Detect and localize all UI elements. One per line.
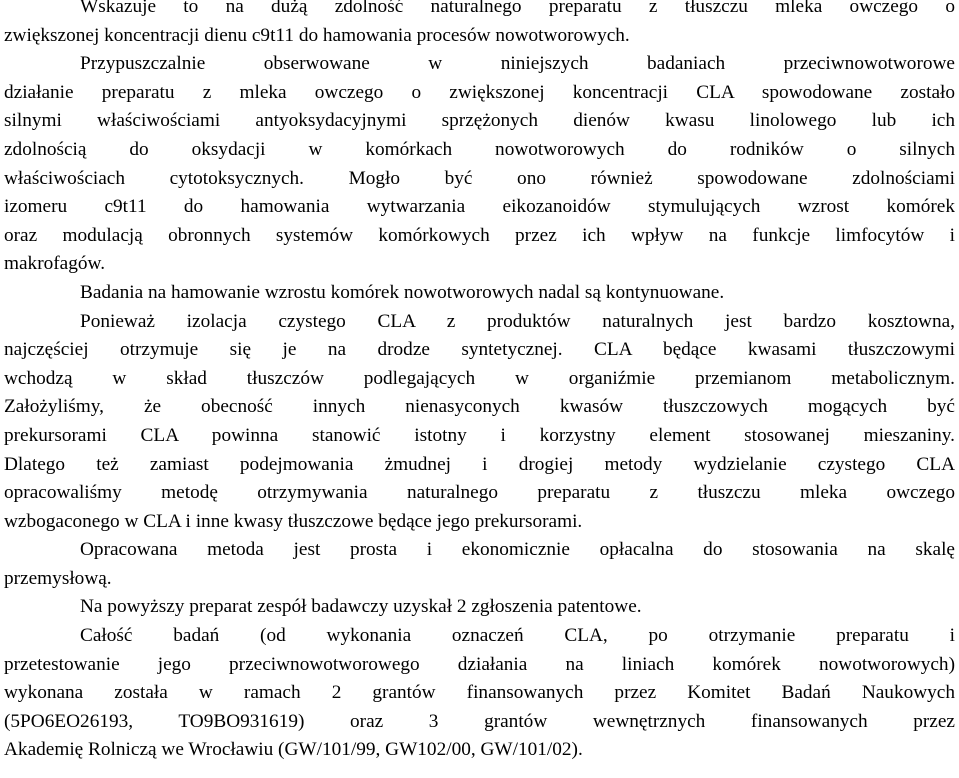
- text-line: Dlatego też zamiast podejmowania żmudnej i drogiej metody wydzielanie czystego CLA: [4, 453, 955, 475]
- text-line: najczęściej otrzymuje się je na drodze syntetycznej. CLA będące kwasami tłuszczowymi: [4, 339, 955, 361]
- text-line: (5PO6EO26193, TO9BO931619) oraz 3 grantów wewnętrznych finansowanych przez: [4, 710, 955, 732]
- text-line: Badania na hamowanie wzrostu komórek nowotworowych nadal są kontynuowane.: [80, 281, 725, 303]
- text-line: wykonana została w ramach 2 grantów finansowanych przez Komitet Badań Naukowych: [4, 682, 955, 704]
- text-line: działanie preparatu z mleka owczego o zwiększonej koncentracji CLA spowodowane zostało: [4, 81, 955, 103]
- text-line: właściwościach cytotoksycznych. Mogło być ono również spowodowane zdolnościami: [4, 167, 955, 189]
- text-line: Wskazuje to na dużą zdolność naturalnego preparatu z tłuszczu mleka owczego o: [80, 0, 955, 17]
- text-line: Opracowana metoda jest prosta i ekonomicznie opłacalna do stosowania na skalę: [80, 539, 955, 561]
- text-line: wzbogaconego w CLA i inne kwasy tłuszczowe będące jego prekursorami.: [4, 510, 583, 532]
- document-body: [4, 0, 955, 765]
- text-line: Na powyższy preparat zespół badawczy uzyskał 2 zgłoszenia patentowe.: [80, 596, 642, 618]
- text-line: Akademię Rolniczą we Wrocławiu (GW/101/99, GW102/00, GW/101/02).: [4, 739, 583, 761]
- text-line: makrofagów.: [4, 253, 106, 275]
- text-line: przetestowanie jego przeciwnowotworowego działania na liniach komórek nowotworowych): [4, 653, 955, 675]
- text-line: izomeru c9t11 do hamowania wytwarzania eikozanoidów stymulujących wzrost komórek: [4, 196, 955, 218]
- text-line: opracowaliśmy metodę otrzymywania naturalnego preparatu z tłuszczu mleka owczego: [4, 482, 955, 504]
- text-line: zdolnością do oksydacji w komórkach nowotworowych do rodników o silnych: [4, 138, 955, 160]
- text-line: Całość badań (od wykonania oznaczeń CLA, po otrzymanie preparatu i: [80, 625, 955, 647]
- text-line: oraz modulacją obronnych systemów komórkowych przez ich wpływ na funkcje limfocytów i: [4, 224, 955, 246]
- text-line: Założyliśmy, że obecność innych nienasyconych kwasów tłuszczowych mogących być: [4, 396, 955, 418]
- text-line: Ponieważ izolacja czystego CLA z produktów naturalnych jest bardzo kosztowna,: [80, 310, 955, 332]
- text-line: prekursorami CLA powinna stanowić istotny i korzystny element stosowanej mieszaniny.: [4, 424, 955, 446]
- text-line: przemysłową.: [4, 567, 112, 589]
- text-line: wchodzą w skład tłuszczów podlegających w organiźmie przemianom metabolicznym.: [4, 367, 955, 389]
- text-line: silnymi właściwościami antyoksydacyjnymi sprzężonych dienów kwasu linolowego lub ich: [4, 110, 955, 132]
- text-line: zwiększonej koncentracji dienu c9t11 do hamowania procesów nowotworowych.: [4, 24, 630, 46]
- text-line: Przypuszczalnie obserwowane w niniejszych badaniach przeciwnowotworowe: [80, 53, 955, 75]
